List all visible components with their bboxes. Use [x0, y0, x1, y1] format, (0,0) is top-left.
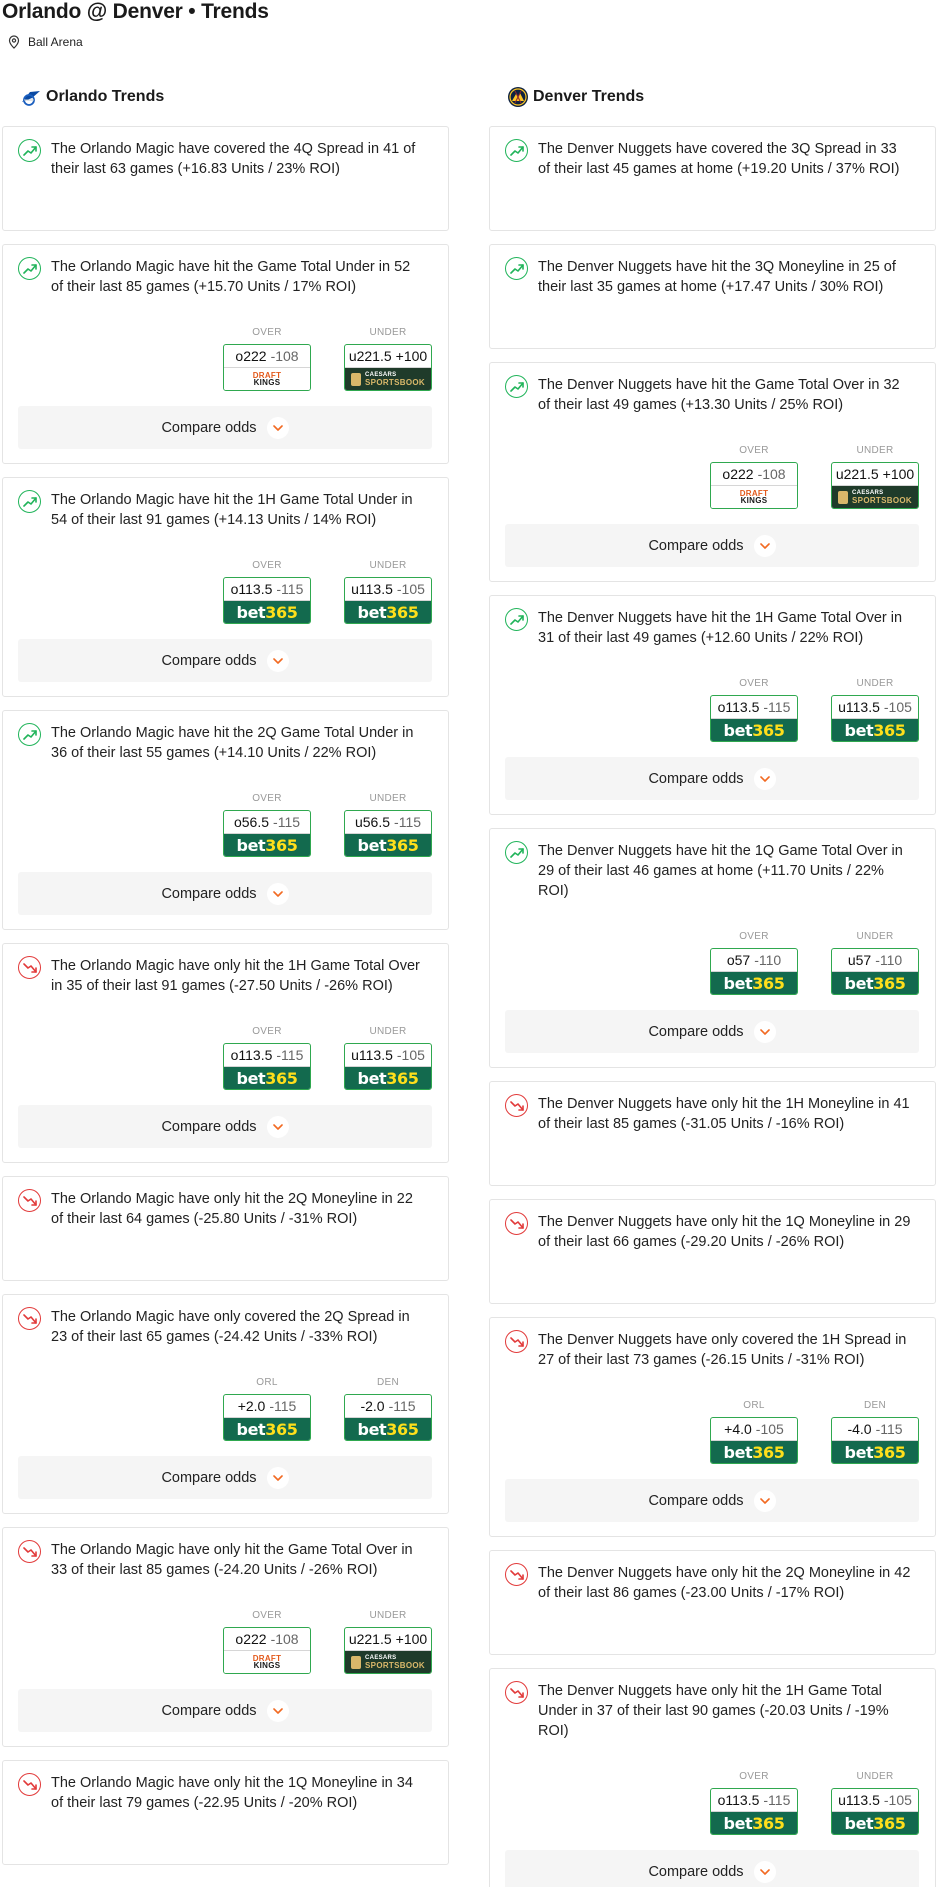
odds-option	[344, 327, 432, 391]
odds-button[interactable]	[344, 1043, 432, 1090]
odds-label: UNDER	[369, 1610, 407, 1621]
trend-text: The Denver Nuggets have hit the 1H Game Total Over in 31 of their last 49 games (+12.60 Units / 22% ROI)	[538, 610, 903, 646]
trend-card	[2, 943, 449, 1163]
odds-label: OVER	[739, 1771, 769, 1782]
odds-price: -110	[875, 952, 903, 968]
odds-line: u113.5	[351, 1047, 393, 1063]
odds-button[interactable]	[831, 695, 919, 742]
compare-odds-button[interactable]	[18, 1456, 432, 1499]
odds-option	[223, 1610, 311, 1674]
caesars-sportsbook-logo: CAESARS SPORTSBOOK	[345, 368, 431, 390]
odds-option	[710, 678, 798, 742]
trend-text: The Denver Nuggets have only hit the 1H Moneyline in 41 of their last 85 games (-31.05 Units / -16% ROI)	[538, 1096, 910, 1132]
odds-label: OVER	[252, 1026, 282, 1037]
trending-up-icon	[18, 139, 41, 162]
caesars-sportsbook-logo: CAESARS SPORTSBOOK	[345, 1651, 431, 1673]
odds-row	[18, 560, 432, 624]
odds-option	[223, 327, 311, 391]
trend-text: The Denver Nuggets have hit the 1Q Game Total Over in 29 of their last 46 games at home (+11.70 Units / 22% ROI)	[538, 843, 903, 899]
odds-price: -105	[396, 1047, 425, 1063]
odds-price: -115	[763, 1792, 791, 1808]
odds-label: UNDER	[856, 678, 894, 689]
odds-price: -115	[273, 814, 301, 830]
odds-button[interactable]	[831, 948, 919, 995]
odds-button[interactable]	[710, 462, 798, 509]
odds-label: OVER	[252, 327, 282, 338]
trend-card	[2, 477, 449, 697]
odds-row	[505, 1400, 919, 1464]
trending-up-icon	[505, 139, 528, 162]
trending-up-icon	[18, 257, 41, 280]
bet365-logo: bet365	[711, 719, 797, 741]
odds-option	[223, 1377, 311, 1441]
trending-up-icon	[18, 490, 41, 513]
odds-label: UNDER	[856, 931, 894, 942]
odds-line: u56.5	[354, 814, 391, 830]
bet365-logo: bet365	[832, 719, 918, 741]
odds-price: -110	[754, 952, 782, 968]
chevron-down-icon	[754, 1021, 776, 1043]
odds-price: -105	[396, 581, 425, 597]
odds-option	[344, 1610, 432, 1674]
odds-price: -108	[757, 466, 786, 482]
odds-button[interactable]	[344, 1394, 432, 1441]
odds-row	[505, 678, 919, 742]
chevron-down-icon	[267, 417, 289, 439]
odds-option	[710, 445, 798, 509]
trending-up-icon	[505, 608, 528, 631]
compare-odds-label: Compare odds	[161, 419, 257, 436]
compare-odds-button[interactable]	[18, 1689, 432, 1732]
trend-text: The Denver Nuggets have hit the Game Total Over in 32 of their last 49 games (+13.30 Units / 25% ROI)	[538, 377, 900, 413]
compare-odds-label: Compare odds	[161, 885, 257, 902]
odds-line: u221.5	[348, 348, 392, 364]
odds-line: u57	[847, 952, 872, 968]
trend-text: The Denver Nuggets have only hit the 2Q Moneyline in 42 of their last 86 games (-23.00 Units / -17% ROI)	[538, 1565, 911, 1601]
odds-button[interactable]	[831, 1788, 919, 1835]
bet365-logo: bet365	[345, 1067, 431, 1089]
compare-odds-button[interactable]	[18, 1105, 432, 1148]
odds-button[interactable]	[710, 695, 798, 742]
odds-label: OVER	[739, 678, 769, 689]
trend-card	[489, 1199, 936, 1304]
compare-odds-button[interactable]	[18, 872, 432, 915]
chevron-down-icon	[754, 535, 776, 557]
trending-down-icon	[505, 1212, 528, 1235]
trending-up-icon	[18, 723, 41, 746]
odds-label: OVER	[739, 931, 769, 942]
odds-price: -115	[763, 699, 791, 715]
odds-button[interactable]	[710, 1417, 798, 1464]
bet365-logo: bet365	[224, 601, 310, 623]
odds-label: UNDER	[369, 560, 407, 571]
trend-text: The Orlando Magic have covered the 4Q Spread in 41 of their last 63 games (+16.83 Units / 23% ROI)	[51, 141, 416, 177]
odds-option	[344, 1026, 432, 1090]
trend-card	[2, 1294, 449, 1514]
odds-line: o57	[726, 952, 751, 968]
denver-trend-list	[489, 126, 936, 1887]
odds-label: UNDER	[856, 1771, 894, 1782]
trend-card	[2, 1527, 449, 1747]
odds-price: -115	[394, 814, 422, 830]
trend-text: The Orlando Magic have hit the Game Total Under in 52 of their last 85 games (+15.70 Units / 17% ROI)	[51, 259, 411, 295]
compare-odds-label: Compare odds	[161, 1469, 257, 1486]
odds-option	[344, 560, 432, 624]
odds-line: o222	[722, 466, 754, 482]
trending-up-icon	[505, 375, 528, 398]
draftkings-logo: DRAFT KINGS	[224, 1651, 310, 1673]
chevron-down-icon	[754, 1490, 776, 1512]
denver-trends-column	[489, 86, 936, 1887]
odds-price: -105	[883, 1792, 912, 1808]
odds-line: -4.0	[847, 1421, 872, 1437]
draftkings-logo: DRAFT KINGS	[224, 368, 310, 390]
compare-odds-label: Compare odds	[161, 652, 257, 669]
odds-button[interactable]	[831, 1417, 919, 1464]
compare-odds-button[interactable]	[18, 639, 432, 682]
trend-text: The Orlando Magic have only hit the Game Total Over in 33 of their last 85 games (-24.20 Units / -26% ROI)	[51, 1542, 413, 1578]
compare-odds-label: Compare odds	[161, 1702, 257, 1719]
odds-option	[831, 445, 919, 509]
odds-line: +4.0	[724, 1421, 752, 1437]
trending-down-icon	[18, 1189, 41, 1212]
odds-line: u221.5	[835, 466, 879, 482]
chevron-down-icon	[267, 883, 289, 905]
odds-row	[18, 793, 432, 857]
odds-button[interactable]	[344, 577, 432, 624]
odds-option	[831, 931, 919, 995]
odds-price: +100	[395, 348, 428, 364]
odds-label: DEN	[376, 1377, 399, 1388]
bet365-logo: bet365	[345, 834, 431, 856]
odds-button[interactable]	[223, 1627, 311, 1674]
odds-option	[223, 1026, 311, 1090]
odds-line: o113.5	[230, 1047, 273, 1063]
venue	[8, 35, 83, 49]
bet365-logo: bet365	[711, 1812, 797, 1834]
odds-label: UNDER	[856, 445, 894, 456]
orlando-magic-logo-icon	[19, 86, 43, 108]
odds-button[interactable]	[223, 1394, 311, 1441]
trend-text: The Denver Nuggets have covered the 3Q Spread in 33 of their last 45 games at home (+19.20 Units / 37% ROI)	[538, 141, 900, 177]
orlando-trend-list	[2, 126, 449, 1865]
compare-odds-button[interactable]	[505, 1479, 919, 1522]
chevron-down-icon	[267, 1116, 289, 1138]
chevron-down-icon	[754, 768, 776, 790]
odds-line: +2.0	[237, 1398, 266, 1414]
odds-label: ORL	[743, 1400, 765, 1411]
trend-card	[2, 1760, 449, 1865]
odds-line: o113.5	[230, 581, 273, 597]
orlando-trends-header	[19, 86, 449, 108]
trend-text: The Orlando Magic have only hit the 1Q Moneyline in 34 of their last 79 games (-22.95 Units / -20% ROI)	[51, 1775, 413, 1811]
odds-line: u221.5	[348, 1631, 392, 1647]
bet365-logo: bet365	[832, 972, 918, 994]
odds-button[interactable]	[344, 810, 432, 857]
caesars-badge-icon	[351, 373, 361, 386]
trending-up-icon	[505, 257, 528, 280]
odds-line: u113.5	[838, 699, 880, 715]
odds-option	[831, 678, 919, 742]
trend-card	[2, 244, 449, 464]
trend-card	[489, 244, 936, 349]
odds-row	[18, 327, 432, 391]
draftkings-logo: DRAFT KINGS	[711, 486, 797, 508]
bet365-logo: bet365	[832, 1441, 918, 1463]
orlando-trends-title: Orlando Trends	[46, 88, 165, 105]
odds-price: -115	[276, 1047, 304, 1063]
odds-price: -108	[270, 1631, 299, 1647]
odds-row	[505, 931, 919, 995]
odds-option	[344, 1377, 432, 1441]
odds-line: -2.0	[360, 1398, 385, 1414]
compare-odds-label: Compare odds	[648, 1492, 744, 1509]
compare-odds-button[interactable]	[505, 1850, 919, 1887]
trending-up-icon	[505, 841, 528, 864]
trend-card	[489, 1668, 936, 1887]
odds-label: OVER	[252, 793, 282, 804]
compare-odds-button[interactable]	[505, 524, 919, 567]
odds-option	[223, 560, 311, 624]
odds-line: o222	[235, 1631, 267, 1647]
venue-name: Ball Arena	[28, 35, 83, 49]
compare-odds-button[interactable]	[18, 406, 432, 449]
trend-text: The Denver Nuggets have only hit the 1Q Moneyline in 29 of their last 66 games (-29.20 Units / -26% ROI)	[538, 1214, 911, 1250]
odds-line: o222	[235, 348, 267, 364]
odds-button[interactable]	[710, 1788, 798, 1835]
odds-button[interactable]	[710, 948, 798, 995]
odds-option	[831, 1400, 919, 1464]
odds-line: o56.5	[233, 814, 270, 830]
trend-card	[489, 828, 936, 1068]
trend-card	[2, 126, 449, 231]
odds-label: OVER	[252, 1610, 282, 1621]
trend-text: The Denver Nuggets have hit the 3Q Moneyline in 25 of their last 35 games at home (+17.47 Units / 30% ROI)	[538, 259, 896, 295]
trend-card	[489, 126, 936, 231]
odds-button[interactable]	[831, 462, 919, 509]
odds-row	[505, 1771, 919, 1835]
trend-text: The Denver Nuggets have only hit the 1H Game Total Under in 37 of their last 90 games (-20.03 Units / -19% ROI)	[538, 1683, 889, 1739]
odds-line: u113.5	[351, 581, 393, 597]
odds-label: DEN	[863, 1400, 886, 1411]
odds-button[interactable]	[344, 344, 432, 391]
orlando-trends-column	[2, 86, 449, 1878]
trend-card	[489, 1081, 936, 1186]
odds-row	[18, 1026, 432, 1090]
odds-label: UNDER	[369, 1026, 407, 1037]
odds-label: UNDER	[369, 327, 407, 338]
odds-option	[710, 1400, 798, 1464]
bet365-logo: bet365	[711, 972, 797, 994]
odds-button[interactable]	[223, 577, 311, 624]
page-title: Orlando @ Denver • Trends	[2, 0, 269, 23]
bet365-logo: bet365	[711, 1441, 797, 1463]
odds-option	[710, 1771, 798, 1835]
odds-option	[710, 931, 798, 995]
trend-text: The Denver Nuggets have only covered the 1H Spread in 27 of their last 73 games (-26.15 Units / -31% ROI)	[538, 1332, 907, 1368]
trending-down-icon	[18, 1307, 41, 1330]
location-pin-icon	[8, 35, 20, 49]
trending-down-icon	[18, 1540, 41, 1563]
bet365-logo: bet365	[224, 1067, 310, 1089]
compare-odds-button[interactable]	[505, 757, 919, 800]
trend-text: The Orlando Magic have only hit the 1H Game Total Over in 35 of their last 91 games (-27.50 Units / -26% ROI)	[51, 958, 420, 994]
trend-text: The Orlando Magic have only hit the 2Q Moneyline in 22 of their last 64 games (-25.80 Units / -31% ROI)	[51, 1191, 413, 1227]
trend-text: The Orlando Magic have only covered the 2Q Spread in 23 of their last 65 games (-24.42 Units / -33% ROI)	[51, 1309, 410, 1345]
odds-price: -115	[276, 581, 304, 597]
trending-down-icon	[18, 1773, 41, 1796]
caesars-badge-icon	[351, 1656, 361, 1669]
trend-card	[489, 362, 936, 582]
chevron-down-icon	[267, 1700, 289, 1722]
odds-label: OVER	[252, 560, 282, 571]
odds-line: o113.5	[717, 1792, 760, 1808]
odds-option	[831, 1771, 919, 1835]
chevron-down-icon	[267, 1467, 289, 1489]
odds-label: OVER	[739, 445, 769, 456]
odds-button[interactable]	[223, 344, 311, 391]
odds-line: u113.5	[838, 1792, 880, 1808]
odds-price: +100	[395, 1631, 428, 1647]
trending-down-icon	[505, 1563, 528, 1586]
trending-down-icon	[505, 1681, 528, 1704]
odds-button[interactable]	[344, 1627, 432, 1674]
bet365-logo: bet365	[832, 1812, 918, 1834]
denver-trends-header	[506, 86, 936, 108]
odds-row	[505, 445, 919, 509]
odds-line: o113.5	[717, 699, 760, 715]
odds-option	[344, 793, 432, 857]
odds-label: UNDER	[369, 793, 407, 804]
denver-trends-title: Denver Trends	[533, 88, 645, 105]
odds-row	[18, 1610, 432, 1674]
compare-odds-label: Compare odds	[648, 537, 744, 554]
compare-odds-label: Compare odds	[648, 1023, 744, 1040]
trend-card	[489, 1550, 936, 1655]
odds-price: -105	[755, 1421, 784, 1437]
bet365-logo: bet365	[224, 1418, 310, 1440]
bet365-logo: bet365	[224, 834, 310, 856]
trend-card	[489, 595, 936, 815]
trend-card	[2, 1176, 449, 1281]
trend-text: The Orlando Magic have hit the 2Q Game Total Under in 36 of their last 55 games (+14.10 Units / 22% ROI)	[51, 725, 414, 761]
trend-text: The Orlando Magic have hit the 1H Game Total Under in 54 of their last 91 games (+14.13 Units / 14% ROI)	[51, 492, 413, 528]
compare-odds-button[interactable]	[505, 1010, 919, 1053]
trending-down-icon	[18, 956, 41, 979]
bet365-logo: bet365	[345, 601, 431, 623]
trending-down-icon	[505, 1094, 528, 1117]
trend-card	[2, 710, 449, 930]
odds-option	[223, 793, 311, 857]
denver-nuggets-logo-icon	[506, 86, 530, 108]
compare-odds-label: Compare odds	[648, 770, 744, 787]
odds-price: -115	[388, 1398, 416, 1414]
odds-button[interactable]	[223, 810, 311, 857]
odds-button[interactable]	[223, 1043, 311, 1090]
trending-down-icon	[505, 1330, 528, 1353]
odds-price: -115	[269, 1398, 297, 1414]
compare-odds-label: Compare odds	[648, 1863, 744, 1880]
odds-price: -108	[270, 348, 299, 364]
chevron-down-icon	[754, 1861, 776, 1883]
trend-card	[489, 1317, 936, 1537]
odds-price: -115	[875, 1421, 903, 1437]
compare-odds-label: Compare odds	[161, 1118, 257, 1135]
odds-price: -105	[883, 699, 912, 715]
caesars-sportsbook-logo: CAESARS SPORTSBOOK	[832, 486, 918, 508]
odds-row	[18, 1377, 432, 1441]
odds-price: +100	[882, 466, 915, 482]
odds-label: ORL	[256, 1377, 278, 1388]
chevron-down-icon	[267, 650, 289, 672]
bet365-logo: bet365	[345, 1418, 431, 1440]
caesars-badge-icon	[838, 491, 848, 504]
